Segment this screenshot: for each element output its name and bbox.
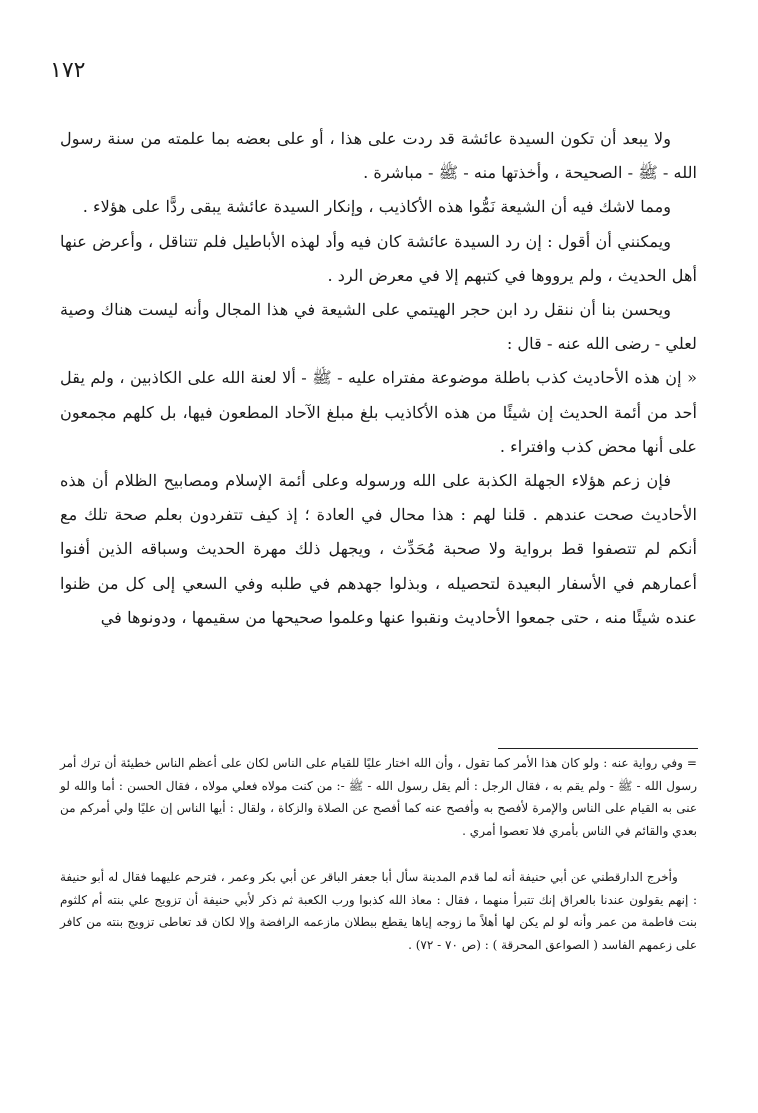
paragraph: ومما لاشك فيه أن الشيعة نَمُّوا هذه الأكاذيب ، وإنكار السيدة عائشة يبقى ردًّا على هؤلاء .	[82, 197, 672, 217]
main-text	[60, 122, 697, 635]
paragraph: ويمكنني أن أقول : إن رد السيدة عائشة كان فيه وأد لهذه الأباطيل فلم تتناقل ، وأعرض عنها أهل الحديث ، ولم يرووها في كتبهم إلا في معرض الرد .	[60, 231, 697, 285]
quote-paragraph: « إن هذه الأحاديث كذب باطلة موضوعة مفتراه عليه - ﷺ - ألا لعنة الله على الكاذبين ، ولم يقل أحد من أئمة الحديث إن شيئًا من هذه الأكاذيب بلغ مبلغ الآحاد المطعون فيها، بل كلهم مجمعون على أنها محض كذب وافتراء .	[60, 368, 697, 456]
footnote-text: = وفي رواية عنه : ولو كان هذا الأمر كما تقول ، وأن الله اختار عليًا للقيام على الناس لكان على أعظم الناس خطيئة أن ترك أمر رسول الله - ﷺ - ولم يقم به ، فقال الرجل : ألم يقل رسول الله - ﷺ -: من كنت مولاه فعلي مولاه ، فقال الحسن : أما والله لو عنى به القيام على الناس والإمرة لأفصح به وأفصح عنه كما أفصح عن الصلاة والزكاة ، ولقال : أيها الناس إن عليًا ولي أمركم من بعدي والقائم في الناس بأمري فلا تعصوا أمري .	[60, 756, 697, 838]
page-number: ١٧٢	[50, 58, 86, 83]
footnote-divider	[498, 748, 698, 749]
paragraph: فإن زعم هؤلاء الجهلة الكذبة على الله ورسوله وعلى أئمة الإسلام ومصابيح الظلام أن هذه الأحاديث صحت عندهم . قلنا لهم : هذا محال في العادة ؛ إذ كيف تتفردون بعلم صحة تلك مع أنكم لم تتصفوا قط برواية ولا صحبة مُحَدِّث ، ويجهل ذلك مهرة الحديث وسباقه الذين أفنوا أعمارهم في الأسفار البعيدة لتحصيله ، وبذلوا جهدهم في طلبه وفي السعي إلى كل من ظنوا عنده شيئًا منه ، حتى جمعوا الأحاديث ونقبوا عنها وعلموا صحيحها من سقيمها ، ودونوها في	[60, 471, 697, 627]
paragraph: ولا يبعد أن تكون السيدة عائشة قد ردت على هذا ، أو على بعضه بما علمته من سنة رسول الله - ﷺ - الصحيحة ، وأخذتها منه - ﷺ - مباشرة .	[60, 129, 697, 183]
footnote	[60, 866, 697, 956]
footnote-text: وأخرج الدارقطني عن أبي حنيفة أنه لما قدم المدينة سأل أبا جعفر الباقر عن أبي بكر وعمر ، فترحم عليهما فقال له أبو حنيفة : إنهم يقولون عندنا بالعراق إنك تتبرأ منهما ، فقال : معاذ الله كذبوا ورب الكعبة ثم ذكر لأبي حنيفة أن تزويج علي بنته أم كلثوم بنت فاطمة من عمر وأنه لو لم يكن لها أهلاً ما زوجه إياها يقطع ببطلان مازعمه الرافضة وإلا لكان قد تعاطى تزويج بنته من كافر على زعمهم الفاسد ( الصواعق المحرقة ) : (ص ٧٠ - ٧٢) .	[60, 870, 697, 952]
paragraph: ويحسن بنا أن ننقل رد ابن حجر الهيتمي على الشيعة في هذا المجال وأنه ليست هناك وصية لعلي - رضى الله عنه - قال :	[60, 300, 697, 354]
footnote-continued	[60, 752, 697, 842]
